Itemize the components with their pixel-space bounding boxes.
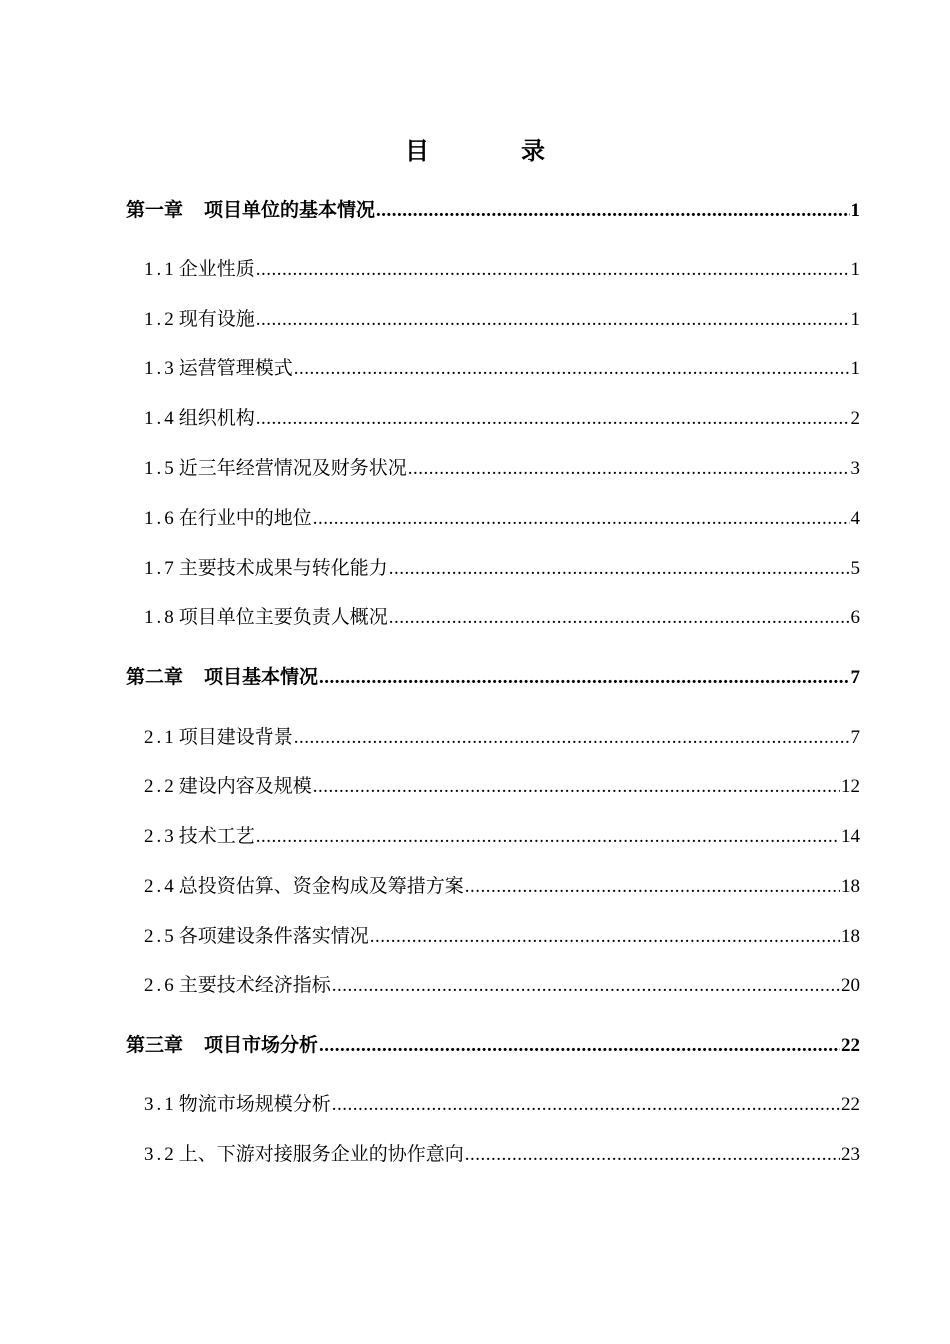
toc-section-2-5[interactable] [144, 922, 860, 950]
dot-leader [370, 923, 840, 951]
section-title: 建设内容及规模 [178, 775, 312, 797]
section-number: 2.5 [144, 926, 177, 947]
section-number: 1.4 [144, 408, 177, 429]
page-number: 3 [850, 458, 860, 479]
page-number: 4 [850, 508, 860, 529]
dot-leader [256, 306, 850, 334]
section-number: 1.2 [144, 309, 177, 330]
dot-leader [256, 823, 840, 851]
dot-leader [408, 455, 850, 483]
page-number: 5 [850, 558, 860, 579]
dot-leader [389, 604, 850, 632]
toc-section-1-2[interactable] [144, 305, 860, 333]
section-number: 2.2 [144, 776, 177, 797]
dot-leader [332, 972, 840, 1000]
dot-leader [294, 355, 850, 383]
page-number: 2 [850, 408, 860, 429]
dot-leader [332, 1091, 840, 1119]
section-number: 1.6 [144, 508, 177, 529]
page-number: 7 [850, 667, 860, 688]
toc-section-2-1[interactable] [144, 723, 860, 751]
dot-leader [313, 773, 840, 801]
page-number: 18 [841, 926, 860, 947]
section-title: 组织机构 [178, 407, 255, 429]
toc-chapter-1[interactable] [126, 196, 860, 224]
toc-section-1-3[interactable] [144, 354, 860, 382]
toc-section-3-1[interactable] [144, 1090, 860, 1118]
toc-section-1-8[interactable] [144, 603, 860, 631]
toc-title: 目 录 [405, 137, 579, 165]
dot-leader [465, 873, 840, 901]
chapter-title: 项目市场分析 [204, 1034, 319, 1056]
section-number: 2.3 [144, 826, 177, 847]
section-title: 企业性质 [178, 258, 255, 280]
page-number: 23 [841, 1144, 860, 1165]
page-number: 7 [850, 727, 860, 748]
chapter-number: 第三章 [126, 1034, 184, 1056]
page-number: 22 [841, 1094, 860, 1115]
toc-section-1-7[interactable] [144, 554, 860, 582]
chapter-number: 第二章 [126, 666, 184, 688]
dot-leader [313, 505, 850, 533]
section-number: 1.7 [144, 558, 177, 579]
section-title: 上、下游对接服务企业的协作意向 [178, 1143, 464, 1165]
section-title: 现有设施 [178, 308, 255, 330]
dot-leader [319, 664, 849, 692]
toc-chapter-3[interactable] [126, 1031, 860, 1059]
page-number: 14 [841, 826, 860, 847]
section-title: 技术工艺 [178, 825, 255, 847]
dot-leader [389, 555, 850, 583]
section-number: 2.6 [144, 975, 177, 996]
section-title: 在行业中的地位 [178, 507, 312, 529]
page-number: 6 [850, 607, 860, 628]
toc-section-3-2[interactable] [144, 1140, 860, 1168]
chapter-number: 第一章 [126, 199, 184, 221]
chapter-title: 项目基本情况 [204, 666, 319, 688]
section-title: 运营管理模式 [178, 357, 293, 379]
toc-section-1-5[interactable] [144, 454, 860, 482]
dot-leader [465, 1141, 840, 1169]
page-number: 22 [841, 1035, 860, 1056]
toc-section-1-4[interactable] [144, 404, 860, 432]
dot-leader [256, 405, 850, 433]
page-number: 1 [850, 358, 860, 379]
section-number: 3.1 [144, 1094, 177, 1115]
page-number: 12 [841, 776, 860, 797]
section-title: 项目单位主要负责人概况 [178, 606, 388, 628]
toc-section-2-3[interactable] [144, 822, 860, 850]
toc-section-2-2[interactable] [144, 772, 860, 800]
section-number: 1.1 [144, 259, 177, 280]
section-title: 项目建设背景 [178, 726, 293, 748]
toc-section-1-1[interactable] [144, 255, 860, 283]
section-number: 2.4 [144, 876, 177, 897]
page-number: 20 [841, 975, 860, 996]
section-title: 主要技术经济指标 [178, 974, 331, 996]
section-number: 2.1 [144, 727, 177, 748]
section-number: 1.8 [144, 607, 177, 628]
toc-section-2-6[interactable] [144, 971, 860, 999]
toc-chapter-2[interactable] [126, 663, 860, 691]
page-number: 1 [850, 200, 860, 221]
dot-leader [256, 256, 850, 284]
section-number: 1.5 [144, 458, 177, 479]
page-number: 1 [850, 309, 860, 330]
section-title: 近三年经营情况及财务状况 [178, 457, 407, 479]
page-number: 18 [841, 876, 860, 897]
toc-section-2-4[interactable] [144, 872, 860, 900]
section-title: 总投资估算、资金构成及筹措方案 [178, 875, 464, 897]
chapter-title: 项目单位的基本情况 [204, 199, 376, 221]
dot-leader [294, 724, 850, 752]
section-title: 物流市场规模分析 [178, 1093, 331, 1115]
section-title: 各项建设条件落实情况 [178, 925, 369, 947]
dot-leader [376, 197, 849, 225]
section-number: 1.3 [144, 358, 177, 379]
page-number: 1 [850, 259, 860, 280]
section-title: 主要技术成果与转化能力 [178, 557, 388, 579]
dot-leader [319, 1032, 840, 1060]
toc-section-1-6[interactable] [144, 504, 860, 532]
section-number: 3.2 [144, 1144, 177, 1165]
